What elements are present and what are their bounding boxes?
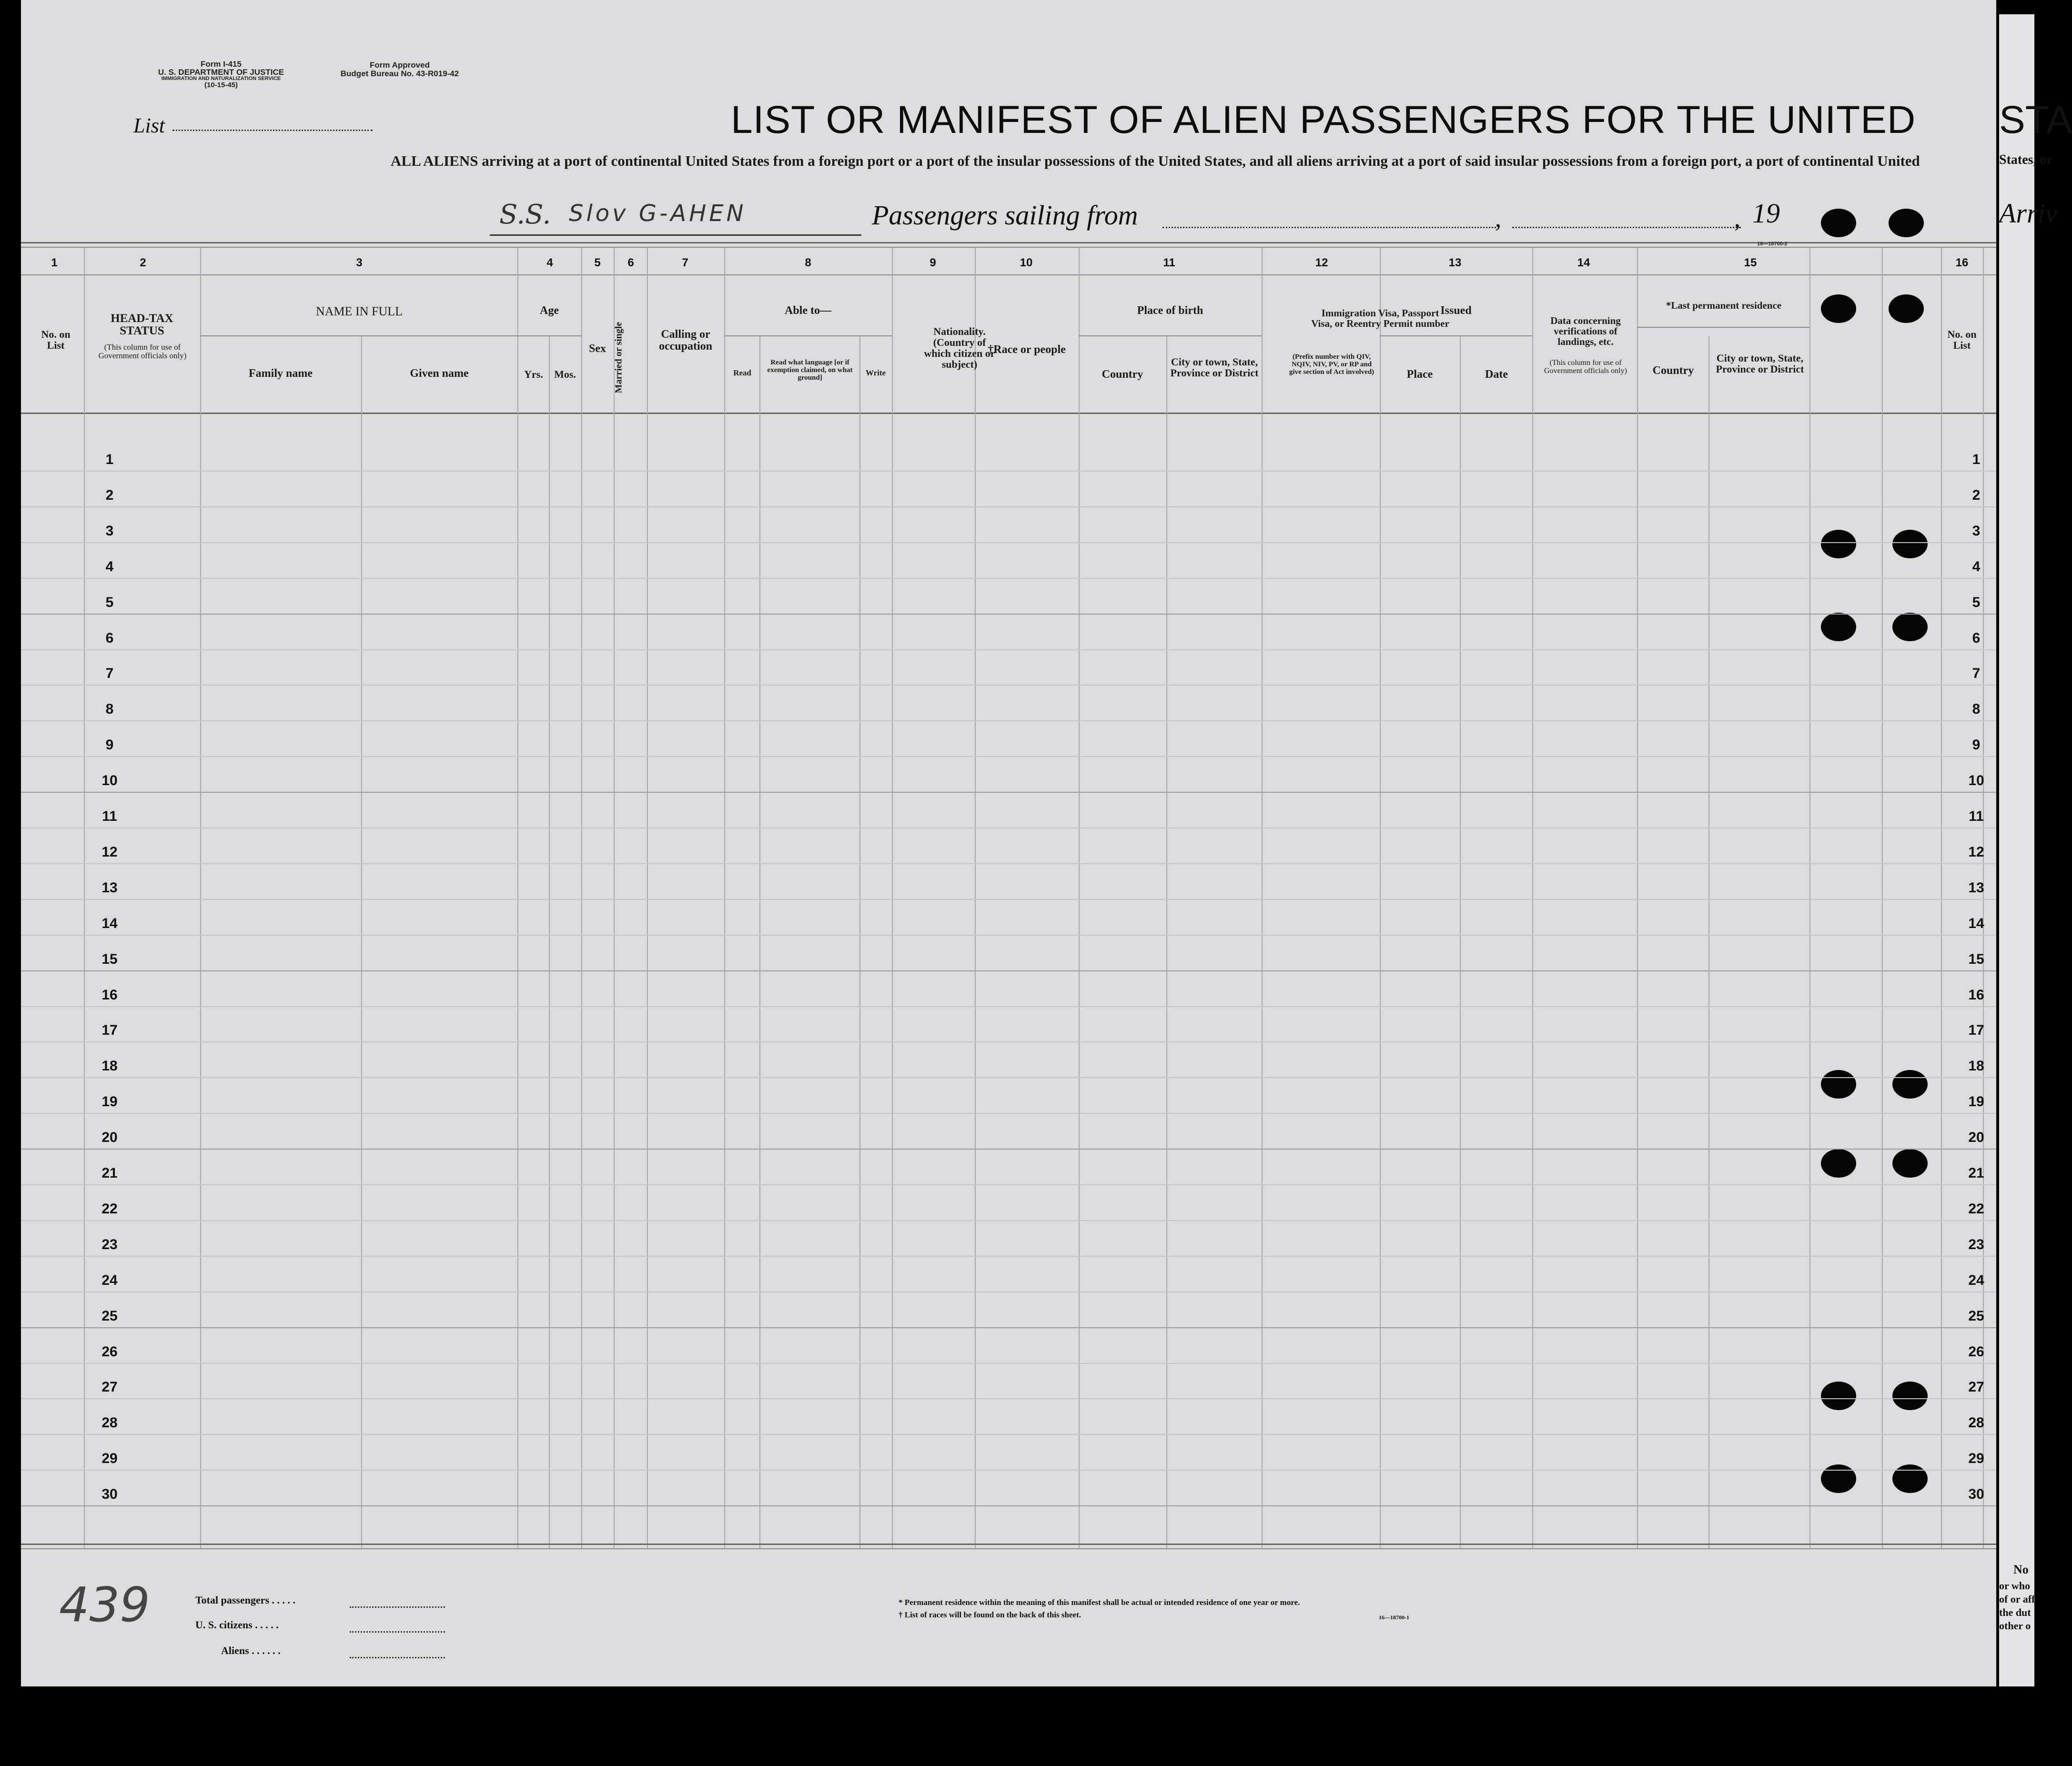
row-rule (21, 720, 1996, 721)
row-number-right: 21 (1968, 1165, 1984, 1181)
row-rule (21, 506, 1996, 507)
header-rule (21, 242, 1996, 243)
row-number-right: 12 (1968, 844, 1984, 860)
row-number-right: 18 (1968, 1058, 1984, 1074)
form-approval (321, 61, 478, 78)
row-number-left: 16 (101, 987, 118, 1003)
col-rule-5 (614, 248, 615, 1548)
sex-header: Sex (589, 343, 606, 355)
colnum-11: 11 (1163, 256, 1175, 269)
total-passengers-label: Total passengers . . . . . (195, 1594, 296, 1606)
row-rule (21, 935, 1996, 936)
row-number-left: 2 (105, 487, 114, 503)
row-rule (21, 685, 1996, 686)
write-header: Write (865, 368, 886, 377)
row-number-left: 11 (102, 808, 117, 824)
row-number-right: 7 (1972, 666, 1981, 682)
punch-hole (1821, 209, 1856, 237)
year-prefix: 19 (1752, 198, 1780, 229)
colnum-3: 3 (356, 256, 363, 269)
row-number-left: 22 (101, 1201, 118, 1217)
punch-hole (1892, 613, 1928, 641)
punch-hole (1892, 1382, 1928, 1410)
colnum-12: 12 (1315, 256, 1328, 269)
sailing-from-blank (1162, 227, 1496, 228)
row-rule (21, 1398, 1996, 1399)
row-rule (21, 1006, 1996, 1007)
col-rule-3 (517, 248, 518, 1548)
row-number-right: 2 (1972, 487, 1981, 503)
strip-fragment-2: or who (1999, 1580, 2030, 1592)
nationality-header: Nationality. (Country of which citizen or subject) (924, 325, 995, 371)
row-number-right: 4 (1972, 558, 1981, 575)
row-number-right: 27 (1968, 1379, 1984, 1395)
col-rule-14 (1637, 248, 1638, 1548)
row-number-right: 9 (1972, 737, 1981, 753)
row-number-right: 6 (1972, 630, 1981, 646)
form-department: U. S. DEPARTMENT OF JUSTICE (158, 68, 284, 77)
row-number-left: 9 (105, 737, 114, 753)
strip-fragment-5: other o (1999, 1620, 2031, 1632)
row-number-right: 25 (1968, 1308, 1984, 1324)
row-rule (21, 1327, 1996, 1328)
visa-note: (Prefix number with QIV, NQIV, NIV, PV, or RP and give section of Act involved) (1289, 353, 1375, 376)
place-of-birth-header: Place of birth (1137, 304, 1203, 317)
birth-subrule (1079, 335, 1262, 336)
colnum-14: 14 (1577, 256, 1590, 269)
able-subrule (724, 335, 892, 336)
row-rule (21, 1184, 1996, 1185)
row-rule (21, 1149, 1996, 1150)
row-rule (21, 614, 1996, 615)
row-number-left: 27 (101, 1379, 118, 1395)
row-number-right: 30 (1968, 1486, 1984, 1503)
row-rule (21, 542, 1996, 543)
body-bottom-rule (21, 1544, 1996, 1545)
row-number-left: 4 (105, 558, 114, 575)
row-number-right: 8 (1972, 701, 1981, 717)
form-number: Form I-415 (201, 60, 242, 69)
punch-hole (1821, 1382, 1856, 1410)
list-number-blank (172, 130, 373, 131)
continuation-strip (1999, 14, 2072, 1686)
row-rule (21, 649, 1996, 650)
col-rule-4a (549, 336, 550, 1548)
row-rule (21, 970, 1996, 971)
col-rule-fold (1882, 248, 1883, 1548)
row-number-left: 12 (101, 844, 118, 860)
row-number-right: 11 (1969, 808, 1984, 824)
row-number-right: 13 (1968, 879, 1984, 896)
col-rule-16 (1941, 248, 1942, 1548)
punch-hole (1821, 1070, 1856, 1099)
residence-country-header: Country (1652, 364, 1694, 377)
punch-hole (1821, 530, 1856, 558)
row-rule (21, 1077, 1996, 1078)
body-bottom-rule-2 (21, 1548, 1996, 1549)
header-bottom-rule (21, 413, 1996, 414)
ship-name-underline (490, 234, 861, 236)
strip-fragment-1: No (2013, 1563, 2029, 1576)
residence-city-header: City or town, State, Province or District (1716, 352, 1804, 375)
row-rule (21, 1113, 1996, 1114)
head-tax-note: (This column for use of Government officials only) (98, 343, 187, 360)
row-number-left: 18 (101, 1058, 118, 1074)
col-rule-6 (647, 248, 648, 1548)
family-name-header: Family name (249, 367, 313, 380)
col-rule-11 (1262, 248, 1263, 1548)
col-rule-13a (1460, 336, 1461, 1548)
punch-hole (1821, 294, 1856, 323)
row-number-left: 17 (101, 1022, 118, 1039)
residence-subrule (1637, 327, 1809, 328)
col-rule-8a (759, 336, 760, 1548)
form-revision: (10-15-45) (204, 81, 238, 89)
aliens-blank (350, 1657, 445, 1658)
col-rule-4 (581, 248, 582, 1548)
colnum-13: 13 (1448, 256, 1462, 269)
strip-fragment-4: the dut (1999, 1606, 2031, 1618)
row-rule (21, 1220, 1996, 1221)
arriving-label: Arriv (1999, 198, 2058, 229)
row-number-left: 6 (105, 630, 114, 646)
row-number-left: 1 (105, 452, 114, 467)
issued-subrule (1380, 335, 1532, 336)
col-rule-15 (1809, 248, 1810, 1548)
row-number-left: 28 (101, 1415, 118, 1431)
col-rule-15a (1708, 336, 1709, 1548)
colnum-16: 16 (1955, 256, 1969, 269)
row-number-left: 15 (101, 951, 118, 967)
sailing-date-blank (1512, 227, 1741, 228)
race-header: †Race or people (988, 343, 1066, 356)
no-on-list-header: No. on List (41, 328, 71, 352)
row-rule (21, 471, 1996, 472)
birth-city-header: City or town, State, Province or District (1170, 356, 1259, 379)
birth-country-header: Country (1102, 368, 1143, 381)
colnum-8: 8 (805, 256, 811, 269)
col-rule-12 (1380, 248, 1381, 1548)
punch-hole (1821, 1149, 1856, 1178)
row-rule (21, 1363, 1996, 1364)
row-number-left: 20 (101, 1130, 118, 1146)
punch-hole (1892, 1464, 1928, 1493)
row-number-left: 30 (101, 1486, 118, 1503)
aliens-text: Aliens (221, 1645, 249, 1656)
handwritten-page-number: 439 (59, 1577, 150, 1633)
given-name-header: Given name (410, 367, 469, 380)
no-on-list-header-right: No. on List (1947, 328, 1977, 352)
row-number-right: 26 (1968, 1343, 1984, 1360)
row-rule (21, 1505, 1996, 1506)
footnote-code: 16—18700-1 (1379, 1614, 1409, 1621)
row-number-left: 14 (101, 915, 118, 931)
col-rule-8 (892, 248, 893, 1548)
row-number-left: 29 (101, 1451, 118, 1467)
col-rule-13 (1532, 248, 1533, 1548)
footnote-dagger: † List of races will be found on the back of this sheet. (899, 1610, 1081, 1619)
comma-2: , (1734, 205, 1740, 232)
colnum-rule (21, 274, 1996, 275)
aliens-label: Aliens . . . . . . (221, 1645, 281, 1656)
calling-header: Calling or occupation (658, 328, 712, 353)
us-citizens-label: U. S. citizens . . . . . (195, 1619, 279, 1631)
row-number-right: 19 (1968, 1094, 1984, 1110)
form-id (131, 60, 312, 89)
approved-line: Form Approved (370, 61, 430, 70)
read-language-header: Read what language [or if exemption claimed, on what ground] (767, 359, 853, 382)
row-number-right: 17 (1968, 1022, 1984, 1039)
data-concerning-note: (This column for use of Government officials only) (1544, 359, 1627, 375)
form-service: IMMIGRATION AND NATURALIZATION SERVICE (161, 76, 281, 81)
title-continuation: STA (1999, 98, 2072, 141)
row-number-left: 5 (105, 594, 114, 610)
row-number-right: 3 (1972, 523, 1981, 539)
issued-header: Issued (1440, 304, 1472, 317)
row-rule (21, 1434, 1996, 1435)
row-number-right: 14 (1968, 915, 1984, 931)
col-rule-9 (975, 248, 976, 1548)
row-rule (21, 1470, 1996, 1471)
row-rule (21, 1041, 1996, 1042)
row-number-right: 22 (1968, 1201, 1984, 1217)
punch-hole (1889, 209, 1924, 237)
col-rule-7 (724, 248, 725, 1548)
row-number-left: 26 (101, 1343, 118, 1360)
row-number-left: 10 (101, 773, 118, 789)
mos-header: Mos. (554, 368, 576, 380)
colnum-5: 5 (594, 256, 601, 269)
row-number-left: 3 (105, 523, 114, 539)
row-number-left: 13 (101, 879, 118, 896)
ship-prefix: S.S. (499, 199, 551, 230)
head-tax-header: HEAD-TAX STATUS (111, 312, 173, 338)
row-number-right: 29 (1968, 1451, 1984, 1467)
comma-1: , (1495, 205, 1501, 232)
row-rule (21, 1256, 1996, 1257)
row-rule (21, 827, 1996, 828)
row-number-right: 23 (1968, 1236, 1984, 1252)
footnote-star: * Permanent residence within the meaning of this manifest shall be actual or intended residence of one year or more. (899, 1598, 1300, 1607)
able-to-header: Able to— (785, 304, 831, 317)
budget-bureau-line: Budget Bureau No. 43-R019-42 (340, 69, 459, 78)
col-rule-3a (361, 336, 362, 1548)
punch-hole (1892, 1070, 1928, 1099)
header-rule-2 (21, 247, 1996, 248)
colnum-4: 4 (546, 256, 553, 269)
name-in-full-header: NAME IN FULL (316, 304, 403, 318)
row-number-right: 1 (1972, 452, 1981, 467)
row-number-right: 10 (1968, 773, 1984, 789)
row-number-right: 28 (1968, 1415, 1984, 1431)
issued-place-header: Place (1406, 368, 1433, 381)
name-subrule (200, 335, 581, 336)
punch-hole (1889, 294, 1924, 323)
row-number-left: 21 (101, 1165, 118, 1181)
punch-hole (1821, 613, 1856, 641)
read-header: Read (733, 368, 751, 377)
row-number-left: 19 (101, 1094, 118, 1110)
manifest-subtitle: ALL ALIENS arriving at a port of continental United States from a foreign port or a port of the insular possessions of the United States, and all aliens arriving at a port of said insular possessions from a foreign port, a port of continental United (391, 152, 1920, 169)
manifest-title: LIST OR MANIFEST OF ALIEN PASSENGERS FOR THE UNITED (731, 98, 1916, 141)
row-number-right: 24 (1968, 1272, 1984, 1288)
total-passengers-text: Total passengers (195, 1594, 270, 1606)
yrs-header: Yrs. (524, 368, 543, 380)
row-number-right: 20 (1968, 1130, 1984, 1146)
row-rule (21, 899, 1996, 900)
last-residence-header: *Last permanent residence (1666, 300, 1782, 311)
row-number-left: 7 (105, 666, 114, 682)
colnum-9: 9 (930, 256, 936, 269)
row-number-right: 15 (1968, 951, 1984, 967)
colnum-1: 1 (51, 256, 58, 269)
row-rule (21, 863, 1996, 864)
row-number-left: 25 (101, 1308, 118, 1324)
colnum-7: 7 (682, 256, 688, 269)
col-rule-10 (1079, 248, 1080, 1548)
married-single-header: Married or single (613, 322, 624, 394)
col-rule-8b (859, 336, 860, 1548)
colnum-6: 6 (627, 256, 634, 269)
us-citizens-text: U. S. citizens (195, 1619, 253, 1631)
subtitle-continuation: States, or (1999, 152, 2052, 167)
row-number-left: 8 (105, 701, 114, 717)
us-citizens-blank (350, 1631, 445, 1633)
issued-date-header: Date (1485, 368, 1508, 381)
row-rule (21, 578, 1996, 579)
punch-hole (1892, 1149, 1928, 1178)
colnum-2: 2 (140, 256, 146, 269)
row-rule (21, 792, 1996, 793)
colnum-10: 10 (1020, 256, 1033, 269)
immigration-visa-header: Immigration Visa, Passport Visa, or Reentry Permit number (1311, 307, 1449, 330)
row-number-left: 24 (101, 1272, 118, 1288)
data-concerning-header: Data concerning verifications of landings, etc. (1550, 315, 1621, 348)
col-rule-2 (200, 248, 201, 1548)
manifest-sheet (21, 0, 1996, 1686)
sailing-from-label: Passengers sailing from (872, 200, 1138, 231)
print-code-top: 16—18700-2 (1757, 241, 1788, 247)
row-number-left: 23 (101, 1236, 118, 1252)
colnum-15: 15 (1744, 256, 1757, 269)
total-passengers-blank (350, 1606, 445, 1608)
col-rule-1 (84, 248, 85, 1548)
list-label: List (133, 114, 165, 137)
punch-hole (1892, 530, 1928, 558)
punch-hole (1821, 1464, 1856, 1493)
row-number-right: 16 (1968, 987, 1984, 1003)
row-number-right: 5 (1972, 594, 1981, 610)
row-rule (21, 756, 1996, 757)
age-header: Age (540, 304, 559, 317)
strip-fragment-3: of or aff (1999, 1593, 2035, 1605)
col-rule-11a (1166, 336, 1167, 1548)
ship-name-handwritten: Slov G-AHEN (569, 200, 747, 227)
